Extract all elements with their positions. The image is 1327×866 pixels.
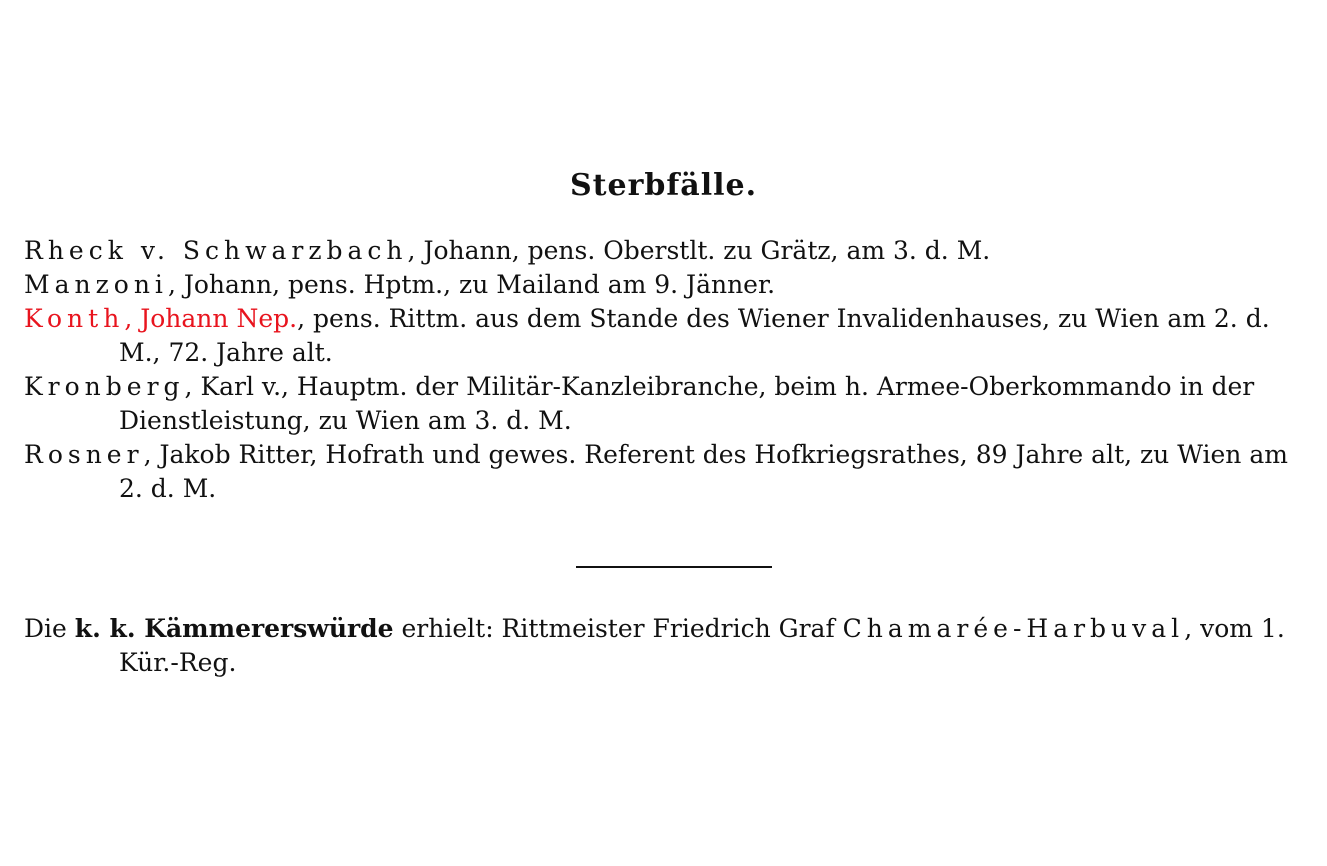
entry-text: , Johann, pens. Oberstlt. zu Grätz, am 3. d. M. [407, 236, 991, 265]
notice-title: k. k. Kämmererswürde [74, 614, 394, 643]
entry-name: Manzoni [24, 270, 168, 299]
death-notices-list [24, 234, 1314, 506]
list-item [24, 302, 1314, 370]
notice-paragraph [24, 612, 1314, 680]
list-item [24, 438, 1314, 506]
entry-text: , Jakob Ritter, Hofrath und gewes. Referent des Hofkriegsrathes, 89 Jahre alt, zu Wien am 2. d. M. [119, 440, 1288, 503]
highlighted-entry-name: Konth [24, 304, 125, 333]
list-item [24, 268, 1314, 302]
entry-text: , Karl v., Hauptm. der Militär-Kanzleibranche, beim h. Armee-Oberkommando in der Dienstleistung, zu Wien am 3. d. M. [119, 372, 1255, 435]
list-item [24, 370, 1314, 438]
notice-name: Chamarée-Harbuval [842, 614, 1185, 643]
entry-name: Rheck v. Schwarzbach [24, 236, 408, 265]
section-heading: Sterbfälle. [569, 168, 758, 203]
list-item [24, 234, 1314, 268]
entry-name: Rosner [24, 440, 144, 469]
highlighted-separator: , [124, 304, 141, 333]
entry-text: , Johann, pens. Hptm., zu Mailand am 9. Jänner. [167, 270, 776, 299]
notice-prefix: Die [24, 614, 75, 643]
highlighted-given-name: Johann Nep. [140, 304, 298, 333]
chamberlain-notice [24, 612, 1314, 680]
entry-text: , pens. Rittm. aus dem Stande des Wiener Invalidenhauses, zu Wien am 2. d. M., 72. Jahre alt. [119, 304, 1270, 367]
divider [576, 566, 772, 568]
notice-rest: , vom 1. Kür.-Reg. [119, 614, 1285, 677]
entry-name: Kronberg [24, 372, 185, 401]
notice-middle: erhielt: Rittmeister Friedrich Graf [393, 614, 843, 643]
